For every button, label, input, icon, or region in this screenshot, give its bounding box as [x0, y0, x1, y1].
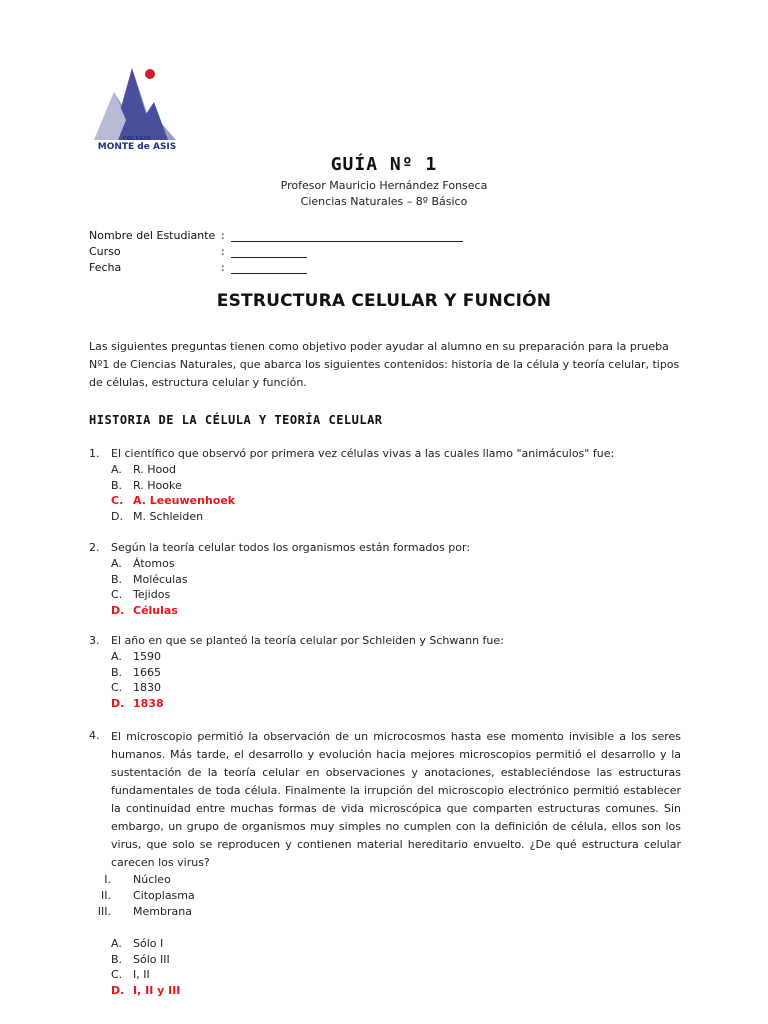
option-text: M. Schleiden	[133, 509, 204, 523]
option-letter: C.	[111, 968, 123, 981]
student-name-label: Nombre del Estudiante	[89, 229, 216, 242]
option-letter: A.	[111, 557, 122, 570]
course-colon: :	[221, 245, 225, 258]
date-label: Fecha	[89, 261, 122, 274]
option-letter: D.	[111, 603, 125, 617]
option-letter: D.	[111, 509, 123, 523]
option-letter: A.	[111, 937, 122, 950]
option-letter: B.	[111, 665, 123, 679]
section-title: HISTORIA DE LA CÉLULA Y TEORÍA CELULAR	[89, 413, 383, 427]
roman-text: Núcleo	[133, 873, 171, 886]
option-letter: C.	[111, 681, 123, 694]
option-a[interactable]	[111, 649, 504, 665]
option-d[interactable]	[111, 509, 614, 525]
question-number: 2.	[89, 541, 100, 554]
roman-text: Membrana	[133, 905, 192, 918]
option-text: Átomos	[133, 557, 175, 570]
option-text: I, II y III	[133, 983, 181, 997]
option-text: Sólo III	[133, 952, 170, 966]
question-text: El científico que observó por primera vez células vivas a las cuales llamo "animáculos" fue:	[111, 447, 615, 460]
option-letter: B.	[111, 952, 123, 966]
option-text: Tejidos	[133, 588, 171, 601]
option-d-correct[interactable]	[111, 603, 470, 619]
question-number: 4.	[89, 729, 100, 742]
option-text: 1838	[133, 696, 164, 710]
student-info	[89, 228, 463, 276]
date-colon: :	[221, 261, 225, 274]
option-text: 1830	[133, 681, 161, 694]
option-text: Moléculas	[133, 572, 188, 586]
logo-small-text: COLEGIO	[122, 136, 152, 142]
option-letter: A.	[111, 463, 122, 476]
professor-name: Profesor Mauricio Hernández Fonseca	[280, 179, 488, 192]
option-letter: D.	[111, 983, 125, 997]
option-text: R. Hooke	[133, 478, 182, 492]
option-text: A. Leeuwenhoek	[133, 494, 236, 507]
logo-school-name: MONTE de ASIS	[97, 142, 177, 152]
question-text: Según la teoría celular todos los organismos están formados por:	[111, 541, 471, 554]
option-text: I, II	[133, 968, 150, 981]
option-letter: C.	[111, 494, 124, 507]
roman-item-2	[69, 888, 681, 904]
option-c-correct[interactable]	[111, 493, 614, 509]
option-b[interactable]	[111, 665, 504, 681]
student-name-row	[89, 228, 463, 244]
option-letter: B.	[111, 478, 123, 492]
course-row	[89, 244, 463, 260]
option-text: Sólo I	[133, 937, 164, 950]
question-text: El año en que se planteó la teoría celular por Schleiden y Schwann fue:	[111, 634, 504, 647]
option-text: Células	[133, 603, 178, 617]
question-number: 3.	[89, 634, 100, 647]
question-3	[89, 633, 504, 711]
logo-text	[92, 136, 182, 152]
option-a[interactable]	[111, 556, 470, 572]
option-text: 1665	[133, 665, 161, 679]
question-text: El microscopio permitió la observación de un microcosmos hasta ese momento invisible a los seres humanos. Más tarde, el desarrollo y evolución hacia mejores microscopios permitió el desarrollo y la sustentación de la teoría celular en observaciones y anotaciones, estableciéndose las estructuras fundamentales de toda célula. Finalmente la irrupción del microscopio electrónico permitió establecer la continuidad entre muchas formas de vida microscópica que comparten estructuras comunes. Sin embargo, un grupo de organismos muy simples no cumplen con la definición de célula, ellos son los virus, que solo se reproducen y contienen material hereditario envuelto. ¿De qué estructura celular carecen los virus?	[111, 730, 681, 869]
student-name-colon: :	[221, 229, 225, 242]
option-text: R. Hood	[133, 463, 176, 476]
option-d-correct[interactable]	[111, 696, 504, 712]
option-c[interactable]	[111, 587, 470, 603]
option-letter: A.	[111, 650, 122, 663]
question-4	[89, 728, 681, 998]
option-text: 1590	[133, 650, 161, 663]
option-b[interactable]	[111, 478, 614, 494]
roman-number: III.	[97, 905, 111, 918]
option-c[interactable]	[111, 967, 681, 983]
option-b[interactable]	[111, 572, 470, 588]
question-number: 1.	[89, 447, 100, 460]
question-2	[89, 540, 470, 618]
option-d-correct[interactable]	[111, 983, 681, 999]
option-letter: D.	[111, 696, 125, 710]
date-field[interactable]	[231, 261, 307, 274]
guide-title: GUÍA Nº 1	[330, 154, 438, 175]
option-letter: B.	[111, 572, 123, 586]
option-a[interactable]	[111, 936, 681, 952]
course-label: Curso	[89, 245, 121, 258]
intro-paragraph: Las siguientes preguntas tienen como objetivo poder ayudar al alumno en su preparación para la prueba Nº1 de Ciencias Naturales, que abarca los siguientes contenidos: historia de la célula y teoría celular, tipos de células, estructura celular y función.	[89, 340, 680, 389]
option-c[interactable]	[111, 680, 504, 696]
student-name-field[interactable]	[231, 229, 463, 242]
course-subject: Ciencias Naturales – 8º Básico	[300, 195, 468, 208]
option-b[interactable]	[111, 952, 681, 968]
option-a[interactable]	[111, 462, 614, 478]
roman-item-3	[69, 904, 681, 920]
roman-item-1	[69, 872, 681, 888]
main-title: ESTRUCTURA CELULAR Y FUNCIÓN	[216, 291, 552, 311]
question-1	[89, 446, 614, 524]
roman-number: I.	[104, 873, 111, 886]
date-row	[89, 260, 463, 276]
option-letter: C.	[111, 588, 123, 601]
roman-number: II.	[101, 889, 111, 902]
roman-text: Citoplasma	[133, 889, 195, 902]
course-field[interactable]	[231, 245, 307, 258]
